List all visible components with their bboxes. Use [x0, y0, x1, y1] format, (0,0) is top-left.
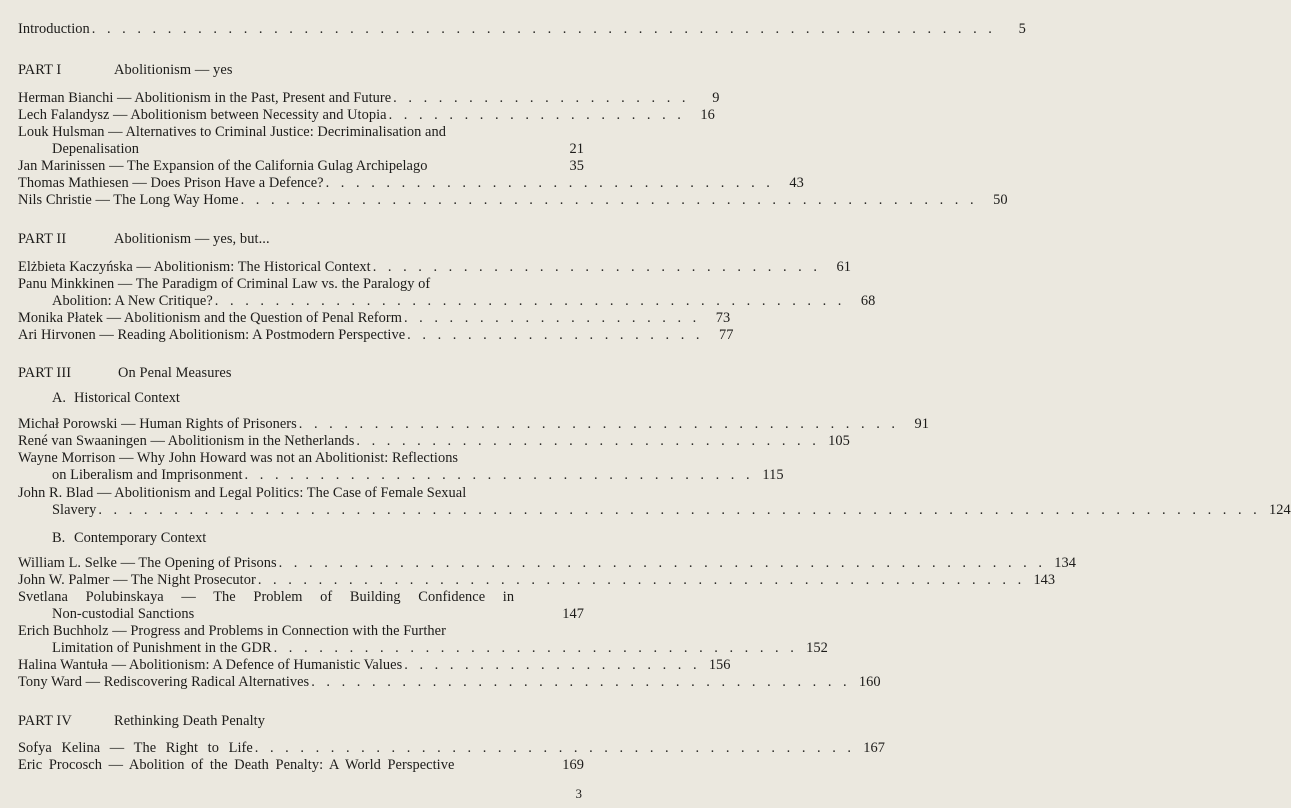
- toc-entry: [18, 158, 584, 175]
- toc-entry: [18, 107, 715, 124]
- entry-title: Tony Ward — Rediscovering Radical Alternatives: [18, 674, 310, 690]
- dot-leader: . . . . . . . . . . . . . . . . . . . . . . . . . . . . . . . . . . . . . . . . . . . . . . . . . . .: [257, 572, 1026, 588]
- page-number: 124: [1269, 502, 1291, 518]
- entry-title: René van Swaaningen — Abolitionism in the Netherlands: [18, 433, 355, 449]
- page-number: 105: [828, 433, 850, 449]
- dot-leader: . . . . . . . . . . . . . . . . . . . . . . . . . . . . . . . . . . . . . . . . . . . . . . . . .: [240, 192, 978, 208]
- entry-title: Michał Porowski — Human Rights of Prisoners: [18, 416, 297, 432]
- page-number: 61: [836, 259, 851, 275]
- section-label: B.: [52, 530, 66, 546]
- part-label: PART II: [18, 231, 67, 247]
- part-label: PART I: [18, 62, 62, 78]
- entry-title: Lech Falandysz — Abolitionism between Necessity and Utopia: [18, 107, 387, 123]
- toc-entry: [18, 657, 731, 674]
- entry-title: Louk Hulsman — Alternatives to Criminal Justice: Decriminalisation and: [18, 124, 446, 140]
- entry-title: William L. Selke — The Opening of Prisons: [18, 555, 277, 571]
- page-number: 50: [993, 192, 1008, 208]
- entry-title: Erich Buchholz — Progress and Problems in Connection with the Further: [18, 623, 446, 639]
- dot-leader: . . . . . . . . . . . . . . . . . . . . . . . . . . . . . . .: [356, 433, 820, 449]
- page-number: 147: [562, 606, 584, 622]
- toc-entry: [18, 276, 876, 310]
- dot-leader: . . . . . . . . . . . . . . . . . . . . . . . . . . . . . . . . . .: [244, 467, 754, 483]
- dot-leader: . . . . . . . . . . . . . . . . . . . . . . . . . . . . . .: [372, 259, 821, 275]
- toc-entry: [18, 589, 584, 623]
- page-number: 21: [569, 141, 584, 157]
- page-number: 160: [858, 674, 881, 690]
- part-title: Rethinking Death Penalty: [114, 713, 266, 729]
- toc-entry: [18, 90, 720, 107]
- toc-entry: [18, 450, 784, 484]
- entry-title: Thomas Mathiesen — Does Prison Have a Defence?: [18, 175, 324, 191]
- page-number: 9: [712, 90, 720, 106]
- part-heading: [18, 365, 232, 382]
- part-title: Abolitionism — yes: [114, 62, 233, 78]
- page-number: 77: [718, 327, 734, 343]
- entry-title: Jan Marinissen — The Expansion of the California Gulag Archipelago: [18, 158, 428, 174]
- part-title: Abolitionism — yes, but...: [114, 231, 270, 247]
- toc-entry: [18, 310, 731, 327]
- dot-leader: . . . . . . . . . . . . . . . . . . . . . . . . . . . . . . . . . . . . . . . . . . . . . . . . . . . . . . . . . . . . . . . . . . . . . . . . . . . . .: [98, 502, 1261, 518]
- entry-title: Monika Płatek — Abolitionism and the Question of Penal Reform: [18, 310, 402, 326]
- toc-entry: [18, 555, 1076, 572]
- toc-entry: [18, 192, 1008, 209]
- entry-title: John W. Palmer — The Night Prosecutor: [18, 572, 256, 588]
- dot-leader: . . . . . . . . . . . . . . . . . . . . . . . . . . . . . . . . . . . . . . . .: [298, 416, 899, 432]
- section-heading: [52, 390, 180, 407]
- page-number: 115: [762, 467, 784, 483]
- dot-leader: . . . . . . . . . . . . . . . . . . . . . . . . . . . . . . . . . . . .: [311, 674, 851, 690]
- toc-entry: [18, 485, 1291, 519]
- part-label: PART III: [18, 365, 72, 381]
- part-heading: [18, 231, 270, 248]
- toc-entry: [18, 416, 929, 433]
- entry-title: Introduction: [18, 21, 90, 37]
- section-label: A.: [52, 390, 66, 406]
- page-number: 73: [715, 310, 731, 326]
- entry-title-continued: Slavery: [52, 502, 97, 518]
- toc-entry: [18, 740, 885, 757]
- toc-entry: [18, 124, 584, 158]
- dot-leader: . . . . . . . . . . . . . . . . . . . .: [393, 90, 690, 106]
- part-heading: [18, 713, 265, 730]
- dot-leader: . . . . . . . . . . . . . . . . . . . .: [403, 310, 701, 326]
- entry-title: Ari Hirvonen — Reading Abolitionism: A Postmodern Perspective: [18, 327, 406, 343]
- dot-leader: . . . . . . . . . . . . . . . . . . . .: [407, 327, 704, 343]
- page-number: 152: [806, 640, 828, 656]
- page-number: 68: [860, 293, 876, 309]
- entry-title: Wayne Morrison — Why John Howard was not an Abolitionist: Reflections: [18, 450, 459, 466]
- dot-leader: . . . . . . . . . . . . . . . . . . . .: [404, 657, 701, 673]
- page-number: 35: [569, 158, 584, 174]
- entry-title-continued: on Liberalism and Imprisonment: [52, 467, 243, 483]
- page-number: 16: [700, 107, 715, 123]
- part-heading: [18, 62, 233, 79]
- entry-title: Eric Procosch — Abolition of the Death Penalty: A World Perspective: [18, 757, 455, 773]
- toc-entry: [18, 175, 804, 192]
- toc-entry: [18, 433, 850, 450]
- toc-entry: [18, 757, 584, 774]
- toc-entry: [18, 259, 851, 276]
- entry-title-continued: Non-custodial Sanctions: [52, 606, 195, 622]
- page-number: 91: [914, 416, 929, 432]
- dot-leader: . . . . . . . . . . . . . . . . . . . . . . . . . . . . . . . . . . .: [273, 640, 798, 656]
- entry-title: Svetlana Polubinskaya — The Problem of Building Confidence in: [18, 589, 515, 605]
- dot-leader: . . . . . . . . . . . . . . . . . . . . . . . . . . . . . . . . . . . . . . . . . . . . . . . . . . . . . . . . . . . .: [91, 21, 996, 37]
- toc-entry: [18, 674, 881, 691]
- dot-leader: . . . . . . . . . . . . . . . . . . . . . . . . . . . . . . . . . . . . . . . .: [254, 740, 855, 756]
- entry-title: Elżbieta Kaczyńska — Abolitionism: The Historical Context: [18, 259, 371, 275]
- entry-title: Herman Bianchi — Abolitionism in the Past, Present and Future: [18, 90, 392, 106]
- page-number: 5: [1018, 21, 1026, 37]
- page-number: 43: [789, 175, 804, 191]
- entry-title: Panu Minkkinen — The Paradigm of Criminal Law vs. the Paralogy of: [18, 276, 431, 292]
- page-number: 143: [1033, 572, 1056, 588]
- section-title: Contemporary Context: [74, 530, 207, 546]
- entry-title: Halina Wantuła — Abolitionism: A Defence of Humanistic Values: [18, 657, 403, 673]
- dot-leader: . . . . . . . . . . . . . . . . . . . . . . . . . . . . . .: [325, 175, 774, 191]
- page-folio: 3: [575, 786, 582, 801]
- toc-entry: [18, 327, 734, 344]
- dot-leader: . . . . . . . . . . . . . . . . . . . . . . . . . . . . . . . . . . . . . . . . . . . . . . . . . . .: [278, 555, 1046, 571]
- toc-entry: [18, 623, 828, 657]
- entry-title: Sofya Kelina — The Right to Life: [18, 740, 253, 756]
- page-number: 134: [1054, 555, 1076, 571]
- page-number: 167: [863, 740, 885, 756]
- entry-title-continued: Abolition: A New Critique?: [52, 293, 213, 309]
- toc-entry: [18, 572, 1056, 589]
- entry-title: John R. Blad — Abolitionism and Legal Politics: The Case of Female Sexual: [18, 485, 467, 501]
- entry-title-continued: Depenalisation: [52, 141, 140, 157]
- dot-leader: . . . . . . . . . . . . . . . . . . . .: [388, 107, 685, 123]
- dot-leader: . . . . . . . . . . . . . . . . . . . . . . . . . . . . . . . . . . . . . . . . . .: [214, 293, 846, 309]
- part-title: On Penal Measures: [118, 365, 232, 381]
- toc-entry-introduction: [18, 21, 1026, 38]
- part-label: PART IV: [18, 713, 72, 729]
- section-heading: [52, 530, 206, 547]
- page-number: 156: [708, 657, 731, 673]
- section-title: Historical Context: [74, 390, 180, 406]
- page-number: 169: [562, 757, 584, 773]
- entry-title: Nils Christie — The Long Way Home: [18, 192, 239, 208]
- entry-title-continued: Limitation of Punishment in the GDR: [52, 640, 272, 656]
